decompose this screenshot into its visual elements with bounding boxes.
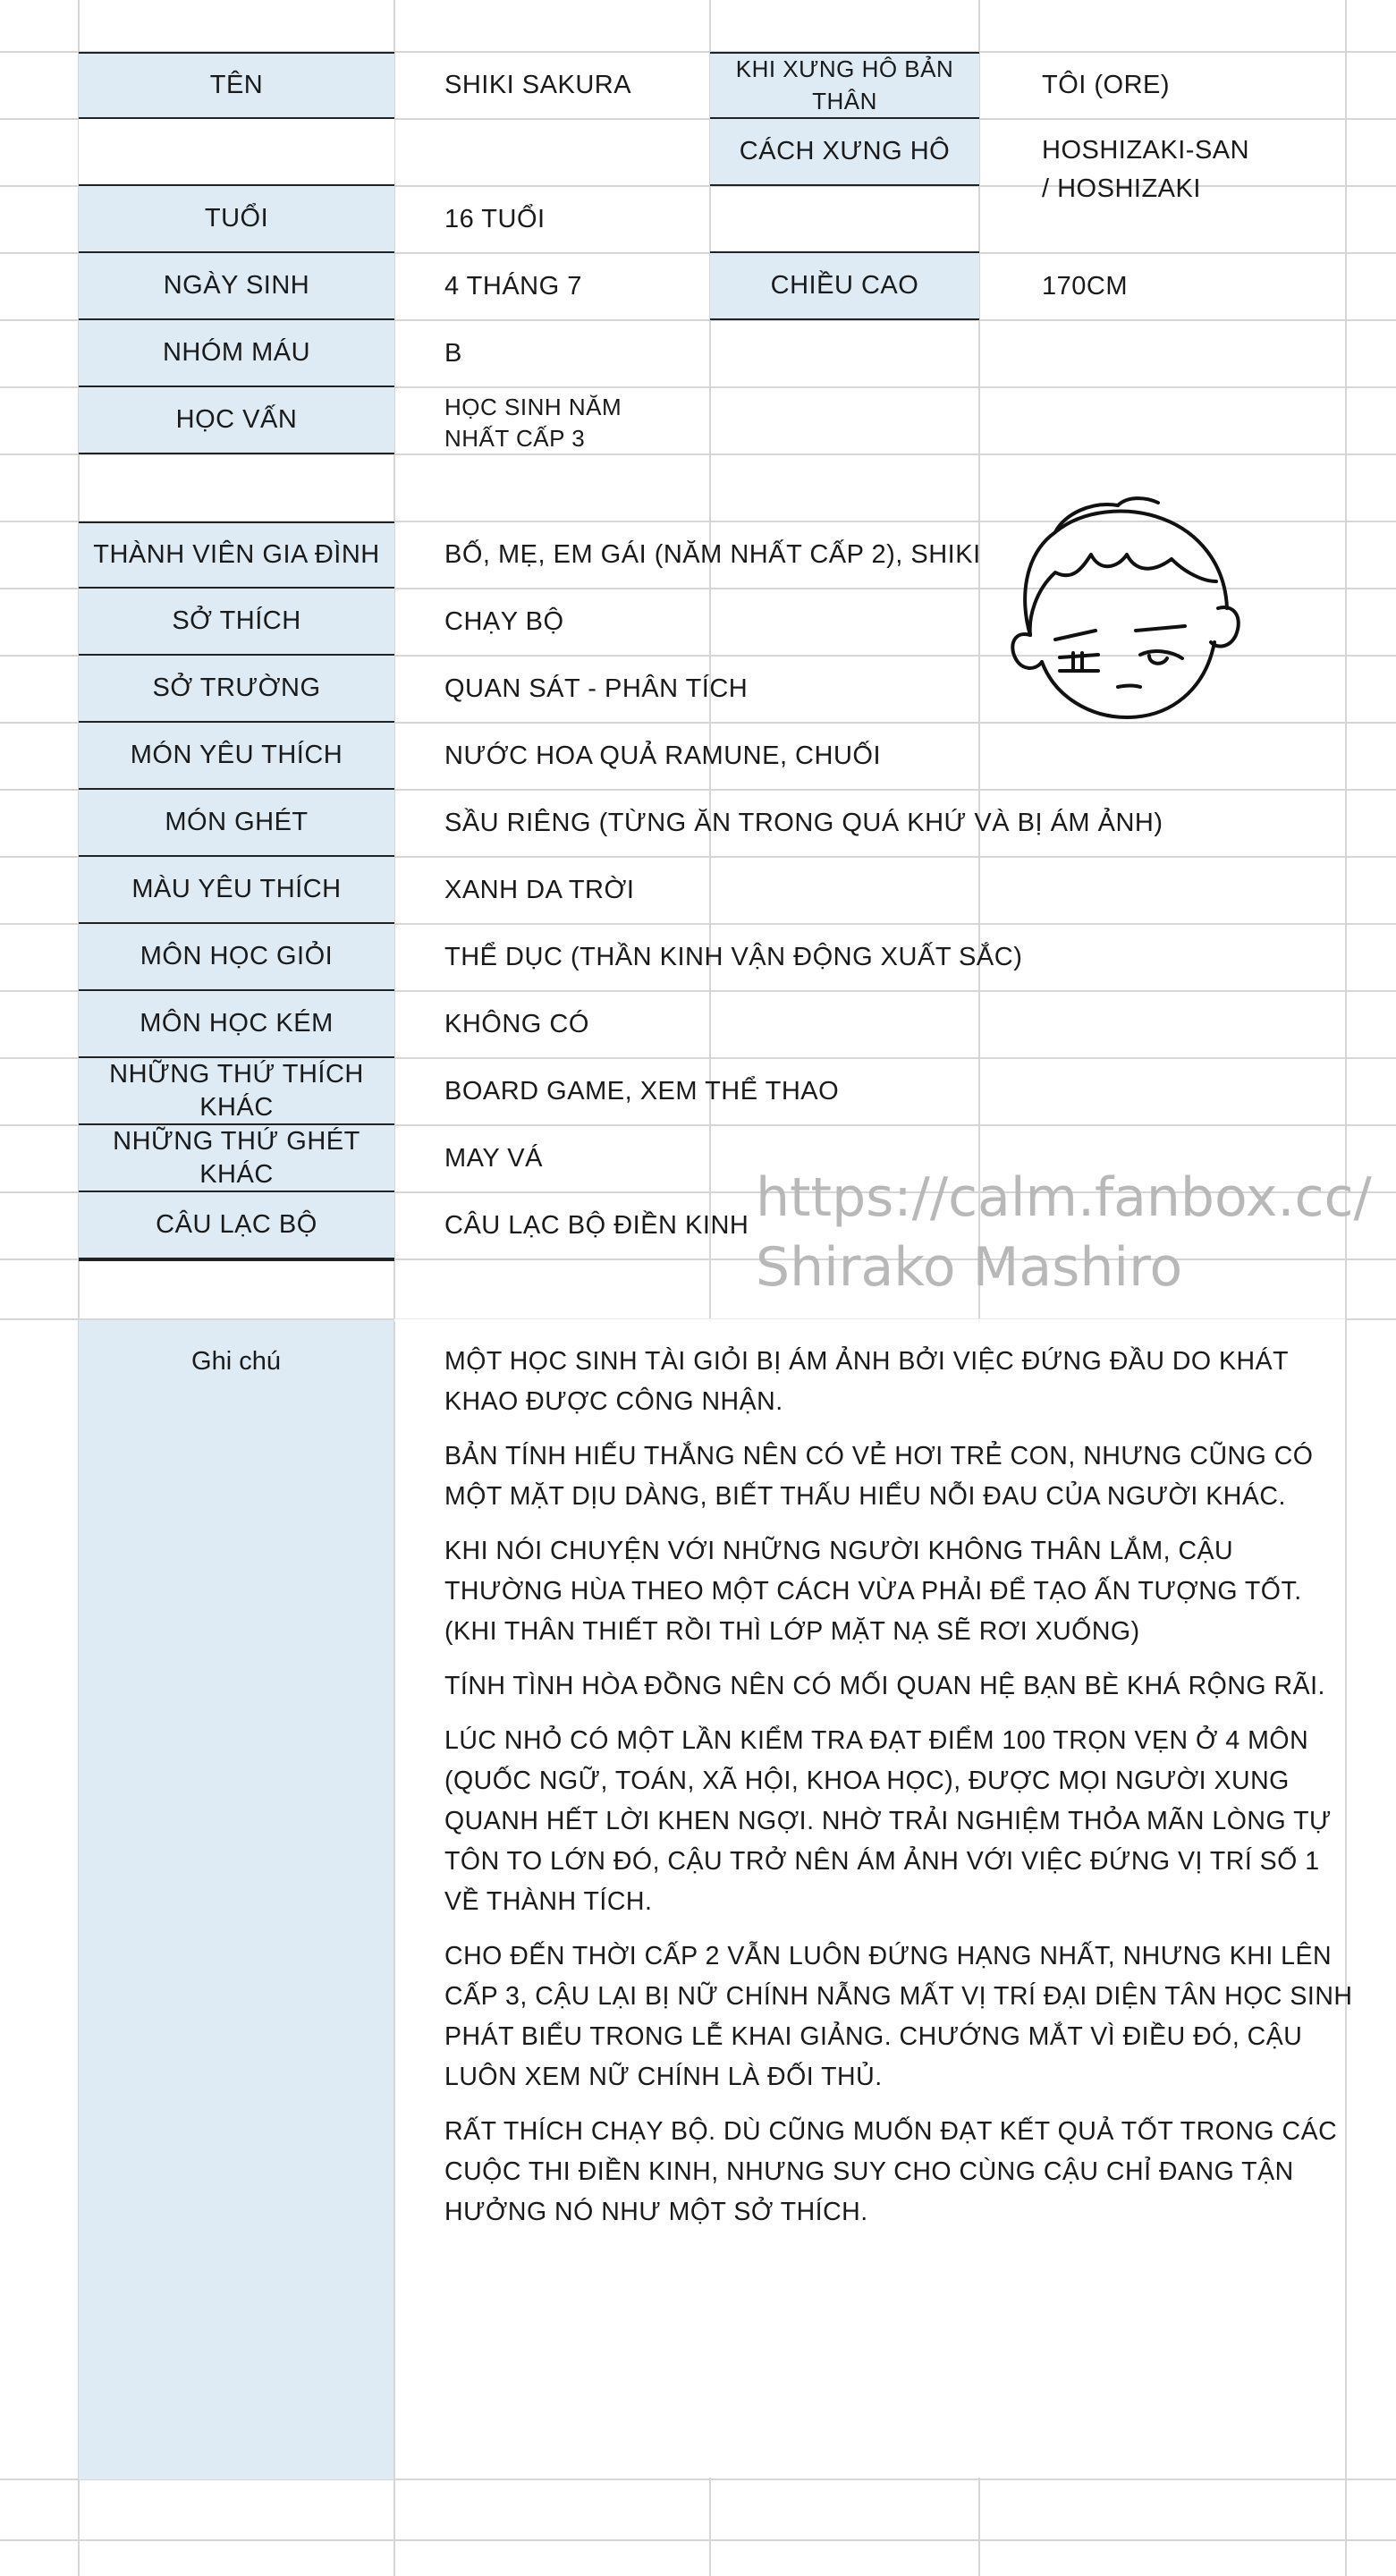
other-dislikes-label: NHỮNG THỨ GHÉT KHÁC [79,1125,394,1192]
watermark [756,1163,1372,1302]
favorite-food-value: NƯỚC HOA QUẢ RAMUNE, CHUỐI [444,741,882,771]
other-dislikes-value: MAY VÁ [444,1144,543,1174]
notes-paragraph: KHI NÓI CHUYỆN VỚI NHỮNG NGƯỜI KHÔNG THÂN LẮM, CẬU THƯỜNG HÙA THEO MỘT CÁCH VỪA PHẢI ĐỂ TẠO ẤN TƯỢNG TỐT. [444,1537,1302,1606]
birthday-value: 4 THÁNG 7 [444,272,582,301]
hobby-label: SỞ THÍCH [79,589,394,656]
address-label: CÁCH XƯNG HÔ [710,119,979,186]
self-reference-value: TÔI (ORE) [1042,71,1171,100]
other-likes-value: BOARD GAME, XEM THỂ THAO [444,1077,840,1106]
other-likes-label: NHỮNG THỨ THÍCH KHÁC [79,1058,394,1125]
age-label: TUỔI [79,186,394,253]
strength-label: SỞ TRƯỜNG [79,656,394,723]
birthday-label: NGÀY SINH [79,253,394,320]
height-value: 170CM [1042,272,1128,301]
watermark-author: Shirako Mashiro [756,1236,1183,1299]
height-label: CHIỀU CAO [710,253,979,320]
notes-paragraph: LÚC NHỎ CÓ MỘT LẦN KIỂM TRA ĐẠT ĐIỂM 100 TRỌN VẸN Ở 4 MÔN (QUỐC NGỮ, TOÁN, XÃ HỘI, KHOA HỌC), ĐƯỢC MỌI NGƯỜI XUNG QUANH HẾT LỜI KHEN NGỢI. NHỜ TRẢI NGHIỆM THỎA MÃN LÒNG TỰ TÔN TO LỚN ĐÓ, CẬU TRỞ NÊN ÁM ẢNH VỚI VIỆC ĐỨNG VỊ TRÍ SỐ 1 VỀ THÀNH TÍCH. [444,1726,1332,1916]
disliked-food-value: SẦU RIÊNG (TỪNG ĂN TRONG QUÁ KHỨ VÀ BỊ ÁM ẢNH) [444,809,1163,838]
name-value: SHIKI SAKURA [444,71,632,100]
club-label: CÂU LẠC BỘ [79,1192,394,1259]
education-label: HỌC VẤN [79,387,394,454]
family-value: BỐ, MẸ, EM GÁI (NĂM NHẤT CẤP 2), SHIKI [444,540,981,570]
favorite-food-label: MÓN YÊU THÍCH [79,723,394,790]
disliked-food-label: MÓN GHÉT [79,790,394,857]
notes-paragraph: MỘT HỌC SINH TÀI GIỎI BỊ ÁM ẢNH BỞI VIỆC ĐỨNG ĐẦU DO KHÁT KHAO ĐƯỢC CÔNG NHẬN. [444,1347,1289,1416]
good-subject-label: MÔN HỌC GIỎI [79,924,394,991]
favorite-color-value: XANH DA TRỜI [444,876,635,905]
notes-paragraph: BẢN TÍNH HIẾU THẮNG NÊN CÓ VẺ HƠI TRẺ CON, NHƯNG CŨNG CÓ MỘT MẶT DỊU DÀNG, BIẾT THẤU HIỂU NỖI ĐAU CỦA NGƯỜI KHÁC. [444,1442,1314,1511]
blood-type-value: B [444,339,462,369]
club-value: CÂU LẠC BỘ ĐIỀN KINH [444,1211,749,1241]
blood-type-label: NHÓM MÁU [79,320,394,387]
strength-value: QUAN SÁT - PHÂN TÍCH [444,674,749,704]
address-value-2: / HOSHIZAKI [1042,174,1201,203]
notes-paragraph: CHO ĐẾN THỜI CẤP 2 VẪN LUÔN ĐỨNG HẠNG NHẤT, NHƯNG KHI LÊN CẤP 3, CẬU LẠI BỊ NỮ CHÍNH NẪNG MẤT VỊ TRÍ ĐẠI DIỆN TÂN HỌC SINH PHÁT BIỂU TRONG LỄ KHAI GIẢNG. CHƯỚNG MẮT VÌ ĐIỀU ĐÓ, CẬU LUÔN XEM NỮ CHÍNH LÀ ĐỐI THỦ. [444,1942,1353,2091]
favorite-color-label: MÀU YÊU THÍCH [79,857,394,924]
notes-label-cell [79,1320,393,2479]
notes-content [444,1342,1357,2247]
notes-paragraph: (KHI THÂN THIẾT RỒI THÌ LỚP MẶT NẠ SẼ RƠI XUỐNG) [444,1617,1140,1646]
club-row-divider [79,1259,394,1261]
notes-paragraph: TÍNH TÌNH HÒA ĐỒNG NÊN CÓ MỐI QUAN HỆ BẠN BÈ KHÁ RỘNG RÃI. [444,1672,1325,1700]
weak-subject-value: KHÔNG CÓ [444,1010,589,1039]
age-value: 16 TUỔI [444,205,546,234]
character-avatar-sketch [993,483,1261,733]
name-row-blank [79,119,394,186]
family-label: THÀNH VIÊN GIA ĐÌNH [79,521,394,589]
notes-paragraph: RẤT THÍCH CHẠY BỘ. DÙ CŨNG MUỐN ĐẠT KẾT QUẢ TỐT TRONG CÁC CUỘC THI ĐIỀN KINH, NHƯNG SUY CHO CÙNG CẬU CHỈ ĐANG TẬN HƯỞNG NÓ NHƯ MỘT SỞ THÍCH. [444,2117,1338,2226]
notes-label: Ghi chú [191,1347,281,1376]
education-value-1: HỌC SINH NĂM [444,394,622,421]
education-value-2: NHẤT CẤP 3 [444,425,586,452]
name-label: TÊN [79,52,394,119]
address-value-1: HOSHIZAKI-SAN [1042,135,1250,165]
address-spacer [710,186,979,253]
watermark-url: https://calm.fanbox.cc/ [756,1166,1372,1229]
good-subject-value: THỂ DỤC (THẦN KINH VẬN ĐỘNG XUẤT SẮC) [444,943,1023,972]
weak-subject-label: MÔN HỌC KÉM [79,991,394,1058]
self-reference-label: KHI XƯNG HÔ BẢN THÂN [710,52,979,119]
hobby-value: CHẠY BỘ [444,607,564,637]
